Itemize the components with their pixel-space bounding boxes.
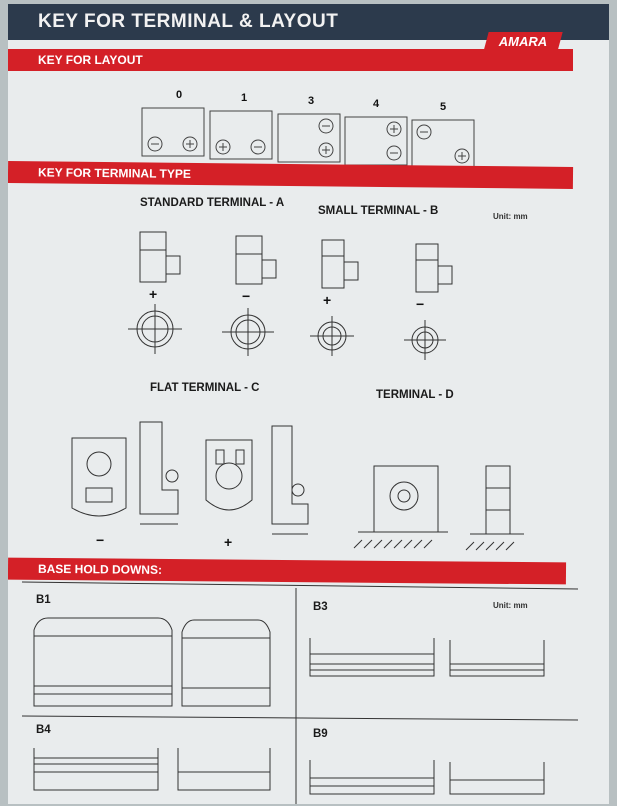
base-b4-front [34,748,158,790]
polarity-minus-b: − [416,296,425,312]
layout-number-0: 0 [176,89,183,101]
base-b4-label: B4 [36,724,51,736]
section-base-header: BASE HOLD DOWNS: [8,558,566,585]
layout-number-1: 1 [241,92,248,104]
polarity-plus-c: + [224,534,233,550]
layout-number-4: 4 [373,98,380,110]
base-b1-label: B1 [36,594,51,606]
polarity-plus-b: + [323,292,332,308]
base-b9-label: B9 [313,728,328,740]
polarity-minus-c: − [96,532,105,548]
standard-terminal-label: STANDARD TERMINAL - A [140,197,285,209]
layout-number-3: 3 [308,95,315,107]
document-sheet [8,4,609,804]
page-title: KEY FOR TERMINAL & LAYOUT [38,11,339,32]
base-grid-mid [22,716,578,720]
base-b1-side [182,620,270,706]
base-b4-side [178,748,270,790]
base-hold-diagrams [8,4,609,804]
terminal-d-label: TERMINAL - D [376,389,454,401]
base-b9-side [450,762,544,794]
section-layout-header: KEY FOR LAYOUT [8,49,573,71]
unit-label: Unit: mm [493,212,528,221]
section-terminal-header: KEY FOR TERMINAL TYPE [8,161,573,189]
base-b3-side [450,640,544,676]
base-b1-front [34,618,172,706]
base-grid-top [22,582,578,589]
brand-name: AMARA [498,34,548,49]
base-b3-label: B3 [313,601,328,613]
layout-number-5: 5 [440,101,447,113]
flat-terminal-label: FLAT TERMINAL - C [150,382,260,394]
base-b9-front [310,760,434,794]
base-unit-label: Unit: mm [493,601,528,610]
polarity-minus-a: − [242,288,251,304]
small-terminal-label: SMALL TERMINAL - B [318,205,439,217]
polarity-plus-a: + [149,286,158,302]
